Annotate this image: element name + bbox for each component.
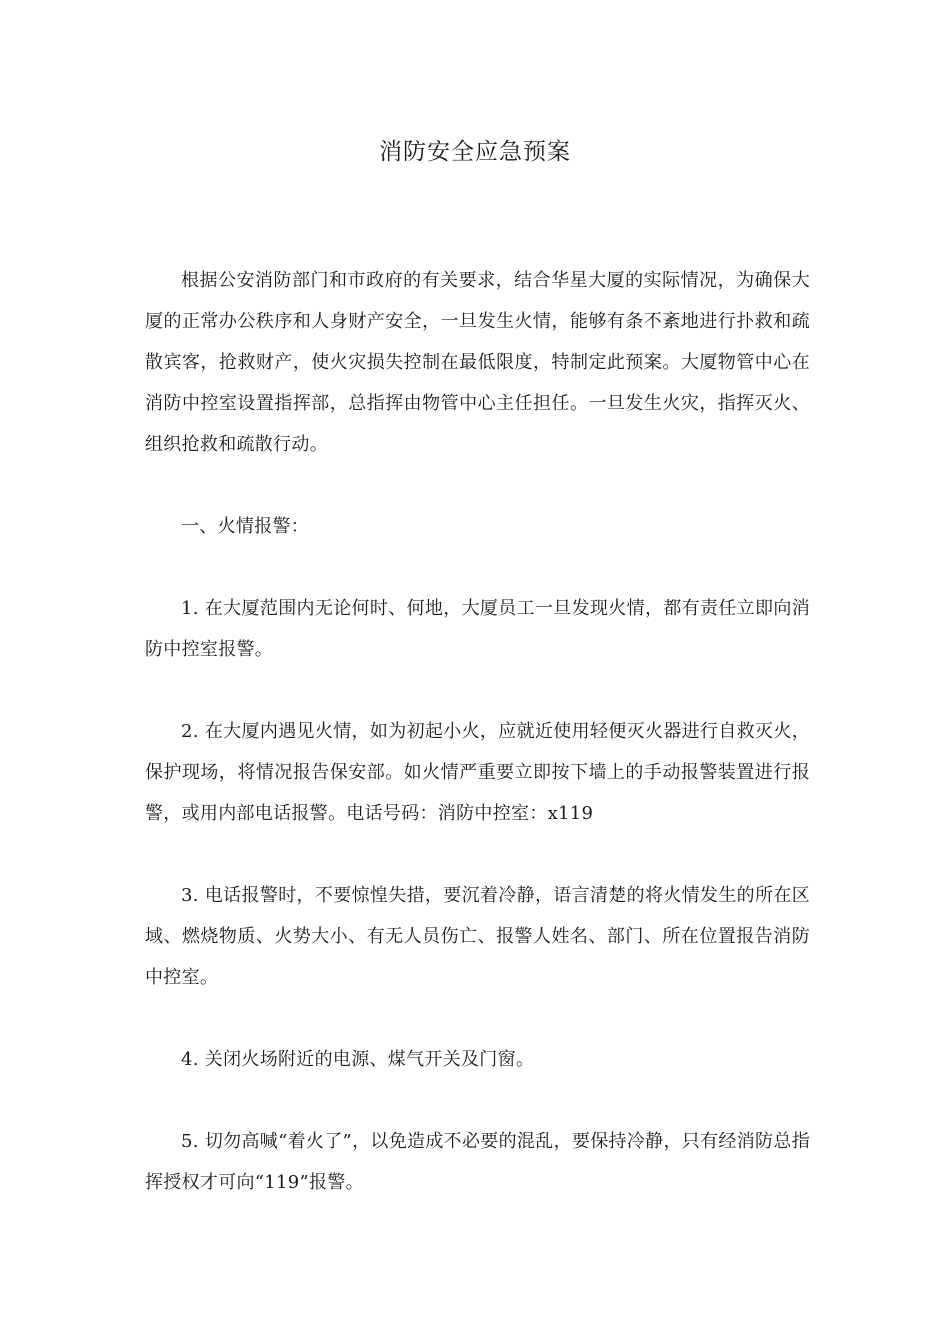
document-body: [145, 260, 810, 1244]
intro-paragraph: 根据公安消防部门和市政府的有关要求，结合华星大厦的实际情况，为确保大厦的正常办公秩序和人身财产安全，一旦发生火情，能够有条不紊地进行扑救和疏散宾客，抢救财产，使火灾损失控制在最低限度，特制定此预案。大厦物管中心在消防中控室设置指挥部，总指挥由物管中心主任担任。一旦发生火灾，指挥灭火、组织抢救和疏散行动。: [145, 270, 810, 455]
list-item-5: 5. 切勿高喊“着火了”，以免造成不必要的混乱，要保持冷静，只有经消防总指挥授权才可向“119”报警。: [145, 1131, 810, 1193]
list-item-2: 2. 在大厦内遇见火情，如为初起小火，应就近使用轻便灭火器进行自救灭火，保护现场，将情况报告保安部。如火情严重要立即按下墙上的手动报警装置进行报警，或用内部电话报警。电话号码：消防中控室：x119: [145, 721, 810, 824]
document-title: 消防安全应急预案: [379, 139, 571, 165]
section-heading-fire-alarm: 一、火情报警：: [181, 516, 310, 537]
list-item-1: 1. 在大厦范围内无论何时、何地，大厦员工一旦发现火情，都有责任立即向消防中控室报警。: [145, 598, 810, 660]
list-item-3: 3. 电话报警时，不要惊惶失措，要沉着冷静，语言清楚的将火情发生的所在区域、燃烧物质、火势大小、有无人员伤亡、报警人姓名、部门、所在位置报告消防中控室。: [145, 885, 810, 988]
list-item-4: 4. 关闭火场附近的电源、煤气开关及门窗。: [181, 1049, 535, 1070]
